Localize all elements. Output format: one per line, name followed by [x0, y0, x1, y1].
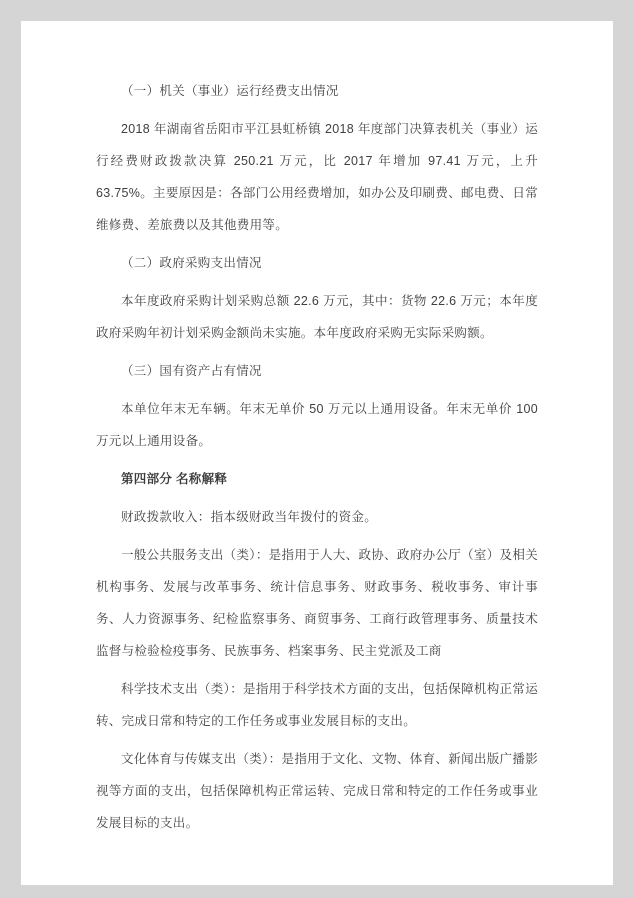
paragraph: 科学技术支出（类）：是指用于科学技术方面的支出，包括保障机构正常运转、完成日常和特定的工作任务或事业发展目标的支出。 — [96, 682, 538, 728]
paragraph: 2018 年湖南省岳阳市平江县虹桥镇 2018 年度部门决算表机关（事业）运行经费财政拨款决算 250.21 万元，比 2017 年增加 97.41 万元，上升 63.75%。主要原因是：各部门公用经费增加，如办公及印刷费、邮电费、日常维修费、差旅费以及其他费用等。 — [96, 122, 538, 232]
paragraph: 本年度政府采购计划采购总额 22.6 万元，其中：货物 22.6 万元；本年度政府采购年初计划采购金额尚未实施。本年度政府采购无实际采购额。 — [96, 294, 538, 340]
document-body — [96, 75, 538, 839]
document-page — [21, 21, 613, 885]
paragraph: 财政拨款收入：指本级财政当年拨付的资金。 — [121, 510, 378, 524]
paragraph: 文化体育与传媒支出（类）：是指用于文化、文物、体育、新闻出版广播影视等方面的支出，包括保障机构正常运转、完成日常和特定的工作任务或事业发展目标的支出。 — [96, 752, 538, 830]
paragraph: （二）政府采购支出情况 — [121, 256, 262, 270]
paragraph: （三）国有资产占有情况 — [121, 364, 262, 378]
section-heading: 第四部分 名称解释 — [121, 472, 228, 486]
paragraph: 本单位年末无车辆。年末无单价 50 万元以上通用设备。年末无单价 100 万元以上通用设备。 — [96, 402, 538, 448]
paragraph: 一般公共服务支出（类）：是指用于人大、政协、政府办公厅（室）及相关机构事务、发展与改革事务、统计信息事务、财政事务、税收事务、审计事务、人力资源事务、纪检监察事务、商贸事务、工商行政管理事务、质量技术监督与检验检疫事务、民族事务、档案事务、民主党派及工商 — [96, 548, 538, 658]
paragraph: （一）机关（事业）运行经费支出情况 — [121, 84, 339, 98]
